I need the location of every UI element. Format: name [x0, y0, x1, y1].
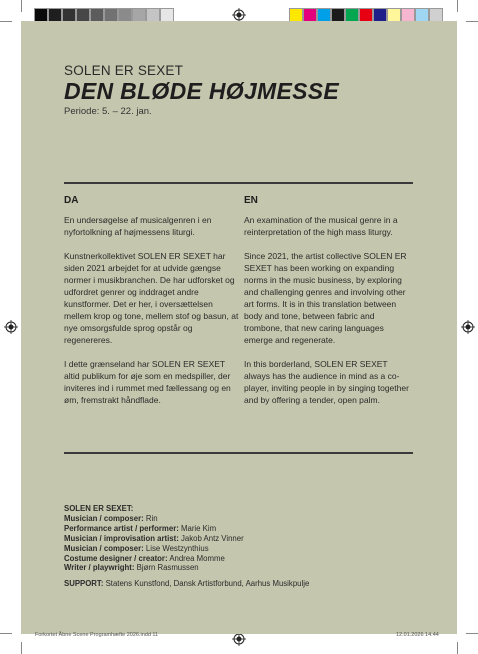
page-title: DEN BLØDE HØJMESSE: [64, 78, 340, 104]
registration-mark-icon: [461, 320, 475, 334]
danish-column: [64, 195, 240, 418]
support-line: SUPPORT: Statens Kunstfond, Dansk Artistforbund, Aarhus Musikpulje: [64, 579, 310, 589]
process-color-bar: [289, 8, 443, 22]
crop-mark: [466, 21, 478, 22]
english-column: [244, 195, 414, 418]
credit-row: Costume designer / creator: Andrea Momme: [64, 553, 225, 563]
credit-row: Performance artist / performer: Marie Kim: [64, 523, 217, 533]
english-paragraph: Since 2021, the artist collective SOLEN ER SEXET has been working on expanding norms in the music business, by exploring and challenging genres and involving other art forms. It is in this translation between body and tone, between fabric and trombone, that new caring languages emerge and regenerate.: [244, 251, 407, 345]
english-paragraph: An examination of the musical genre in a reinterpretation of the high mass liturgy.: [244, 215, 398, 237]
credit-row: Writer / playwright: Bjørn Rasmussen: [64, 563, 199, 573]
bottom-divider: [64, 452, 413, 454]
crop-mark: [466, 633, 478, 634]
color-swatch: [331, 8, 345, 22]
top-divider: [64, 182, 413, 184]
color-swatch: [387, 8, 401, 22]
credit-row: Musician / improvisation artist: Jakob Antz Vinner: [64, 533, 244, 543]
color-swatch: [429, 8, 443, 22]
credit-row: Musician / composer: Lise Westzynthius: [64, 543, 209, 553]
crop-mark: [0, 633, 12, 634]
color-swatch: [303, 8, 317, 22]
color-swatch: [132, 8, 146, 22]
crop-mark: [21, 642, 22, 654]
danish-paragraph: Kunstnerkollektivet SOLEN ER SEXET har siden 2021 arbejdet for at udvide gængse normer i musikbranchen. De har udforsket og udfordret genrer og inddraget andre kunstformer. Det er her, i oversættelsen mellem krop og tone, mellem stof og basun, at nye omsorgsfulde sprog opstår og regenereres.: [64, 251, 239, 345]
color-swatch: [146, 8, 160, 22]
crop-mark: [0, 21, 12, 22]
color-swatch: [359, 8, 373, 22]
color-swatch: [415, 8, 429, 22]
crop-mark: [457, 642, 458, 654]
color-swatch: [289, 8, 303, 22]
color-swatch: [401, 8, 415, 22]
indd-file-label: Forkortet Åbne Scene Programhæfte 2026.indd 11: [35, 632, 159, 638]
print-timestamp: 12.01.2026 14.44: [396, 632, 439, 638]
registration-mark-icon: [4, 320, 18, 334]
period-text: Periode: 5. – 22. jan.: [64, 106, 152, 117]
color-swatch: [76, 8, 90, 22]
color-swatch: [62, 8, 76, 22]
registration-mark-icon: [232, 632, 246, 646]
color-swatch: [90, 8, 104, 22]
color-swatch: [160, 8, 174, 22]
english-heading: EN: [244, 195, 258, 206]
color-swatch: [34, 8, 48, 22]
danish-paragraph: I dette grænseland har SOLEN ER SEXET altid publikum for øje som en medspiller, der inviteres ind i rummet med fællessang og en øm, fremstrakt håndflade.: [64, 359, 231, 405]
collective-name: SOLEN ER SEXET: [64, 63, 184, 78]
danish-paragraph: En undersøgelse af musicalgenren i en nyfortolkning af højmessens liturgi.: [64, 215, 212, 237]
crop-mark: [457, 0, 458, 12]
color-swatch: [373, 8, 387, 22]
registration-mark-icon: [232, 8, 246, 22]
credits-heading: SOLEN ER SEXET:: [64, 504, 134, 513]
english-paragraph: In this borderland, SOLEN ER SEXET always has the audience in mind as a co-player, inviting people in by singing together and by offering a tender, open palm.: [244, 359, 409, 405]
color-swatch: [317, 8, 331, 22]
color-swatch: [104, 8, 118, 22]
color-swatch: [345, 8, 359, 22]
crop-mark: [21, 0, 22, 12]
color-swatch: [48, 8, 62, 22]
credits-block: [64, 504, 309, 589]
danish-heading: DA: [64, 195, 79, 206]
credit-row: Musician / composer: Rin: [64, 513, 158, 523]
color-swatch: [118, 8, 132, 22]
grayscale-color-bar: [34, 8, 174, 22]
